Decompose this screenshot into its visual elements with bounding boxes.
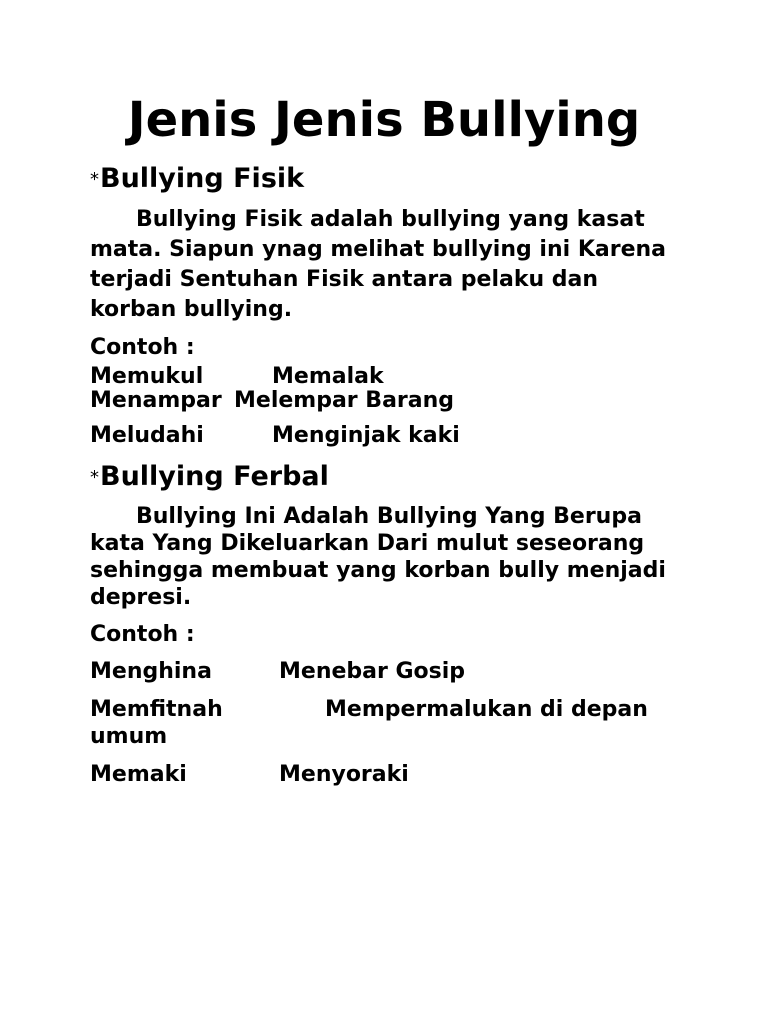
example-item: Menghina xyxy=(90,659,212,684)
section-heading-text: Bullying Ferbal xyxy=(100,461,329,492)
example-row xyxy=(90,696,690,724)
example-item: Menginjak kaki xyxy=(272,423,460,448)
example-item: umum xyxy=(90,724,168,749)
section-heading-text: Bullying Fisik xyxy=(100,163,305,194)
example-row xyxy=(90,422,690,450)
example-item: Meludahi xyxy=(90,423,204,448)
example-row xyxy=(90,658,690,686)
section-heading-fisik xyxy=(90,162,304,197)
example-item: Melempar Barang xyxy=(234,388,455,413)
example-item: Menampar xyxy=(90,388,222,413)
example-row xyxy=(90,723,690,751)
example-item: Memfitnah xyxy=(90,697,223,722)
example-row xyxy=(90,761,690,789)
section-paragraph-fisik: Bullying Fisik adalah bullying yang kasat mata. Siapun ynag melihat bullying ini Karena terjadi Sentuhan Fisik antara pelaku dan korban bullying. xyxy=(90,207,666,322)
example-item: Menebar Gosip xyxy=(279,659,466,684)
example-item: Memaki xyxy=(90,762,187,787)
example-row xyxy=(90,387,690,415)
contoh-label: Contoh : xyxy=(90,622,195,647)
example-item: Mempermalukan di depan xyxy=(325,697,648,722)
bullet-star: * xyxy=(90,169,99,190)
bullet-star: * xyxy=(90,467,99,488)
example-item: Memukul xyxy=(90,364,204,389)
section-paragraph-ferbal: Bullying Ini Adalah Bullying Yang Berupa kata Yang Dikeluarkan Dari mulut seseorang sehingga membuat yang korban bully menjadi depresi. xyxy=(90,504,666,610)
contoh-label: Contoh : xyxy=(90,335,195,360)
example-item: Menyoraki xyxy=(279,762,409,787)
section-heading-ferbal xyxy=(90,460,329,495)
example-item: Memalak xyxy=(272,364,384,389)
document-title: Jenis Jenis Bullying xyxy=(127,92,641,148)
